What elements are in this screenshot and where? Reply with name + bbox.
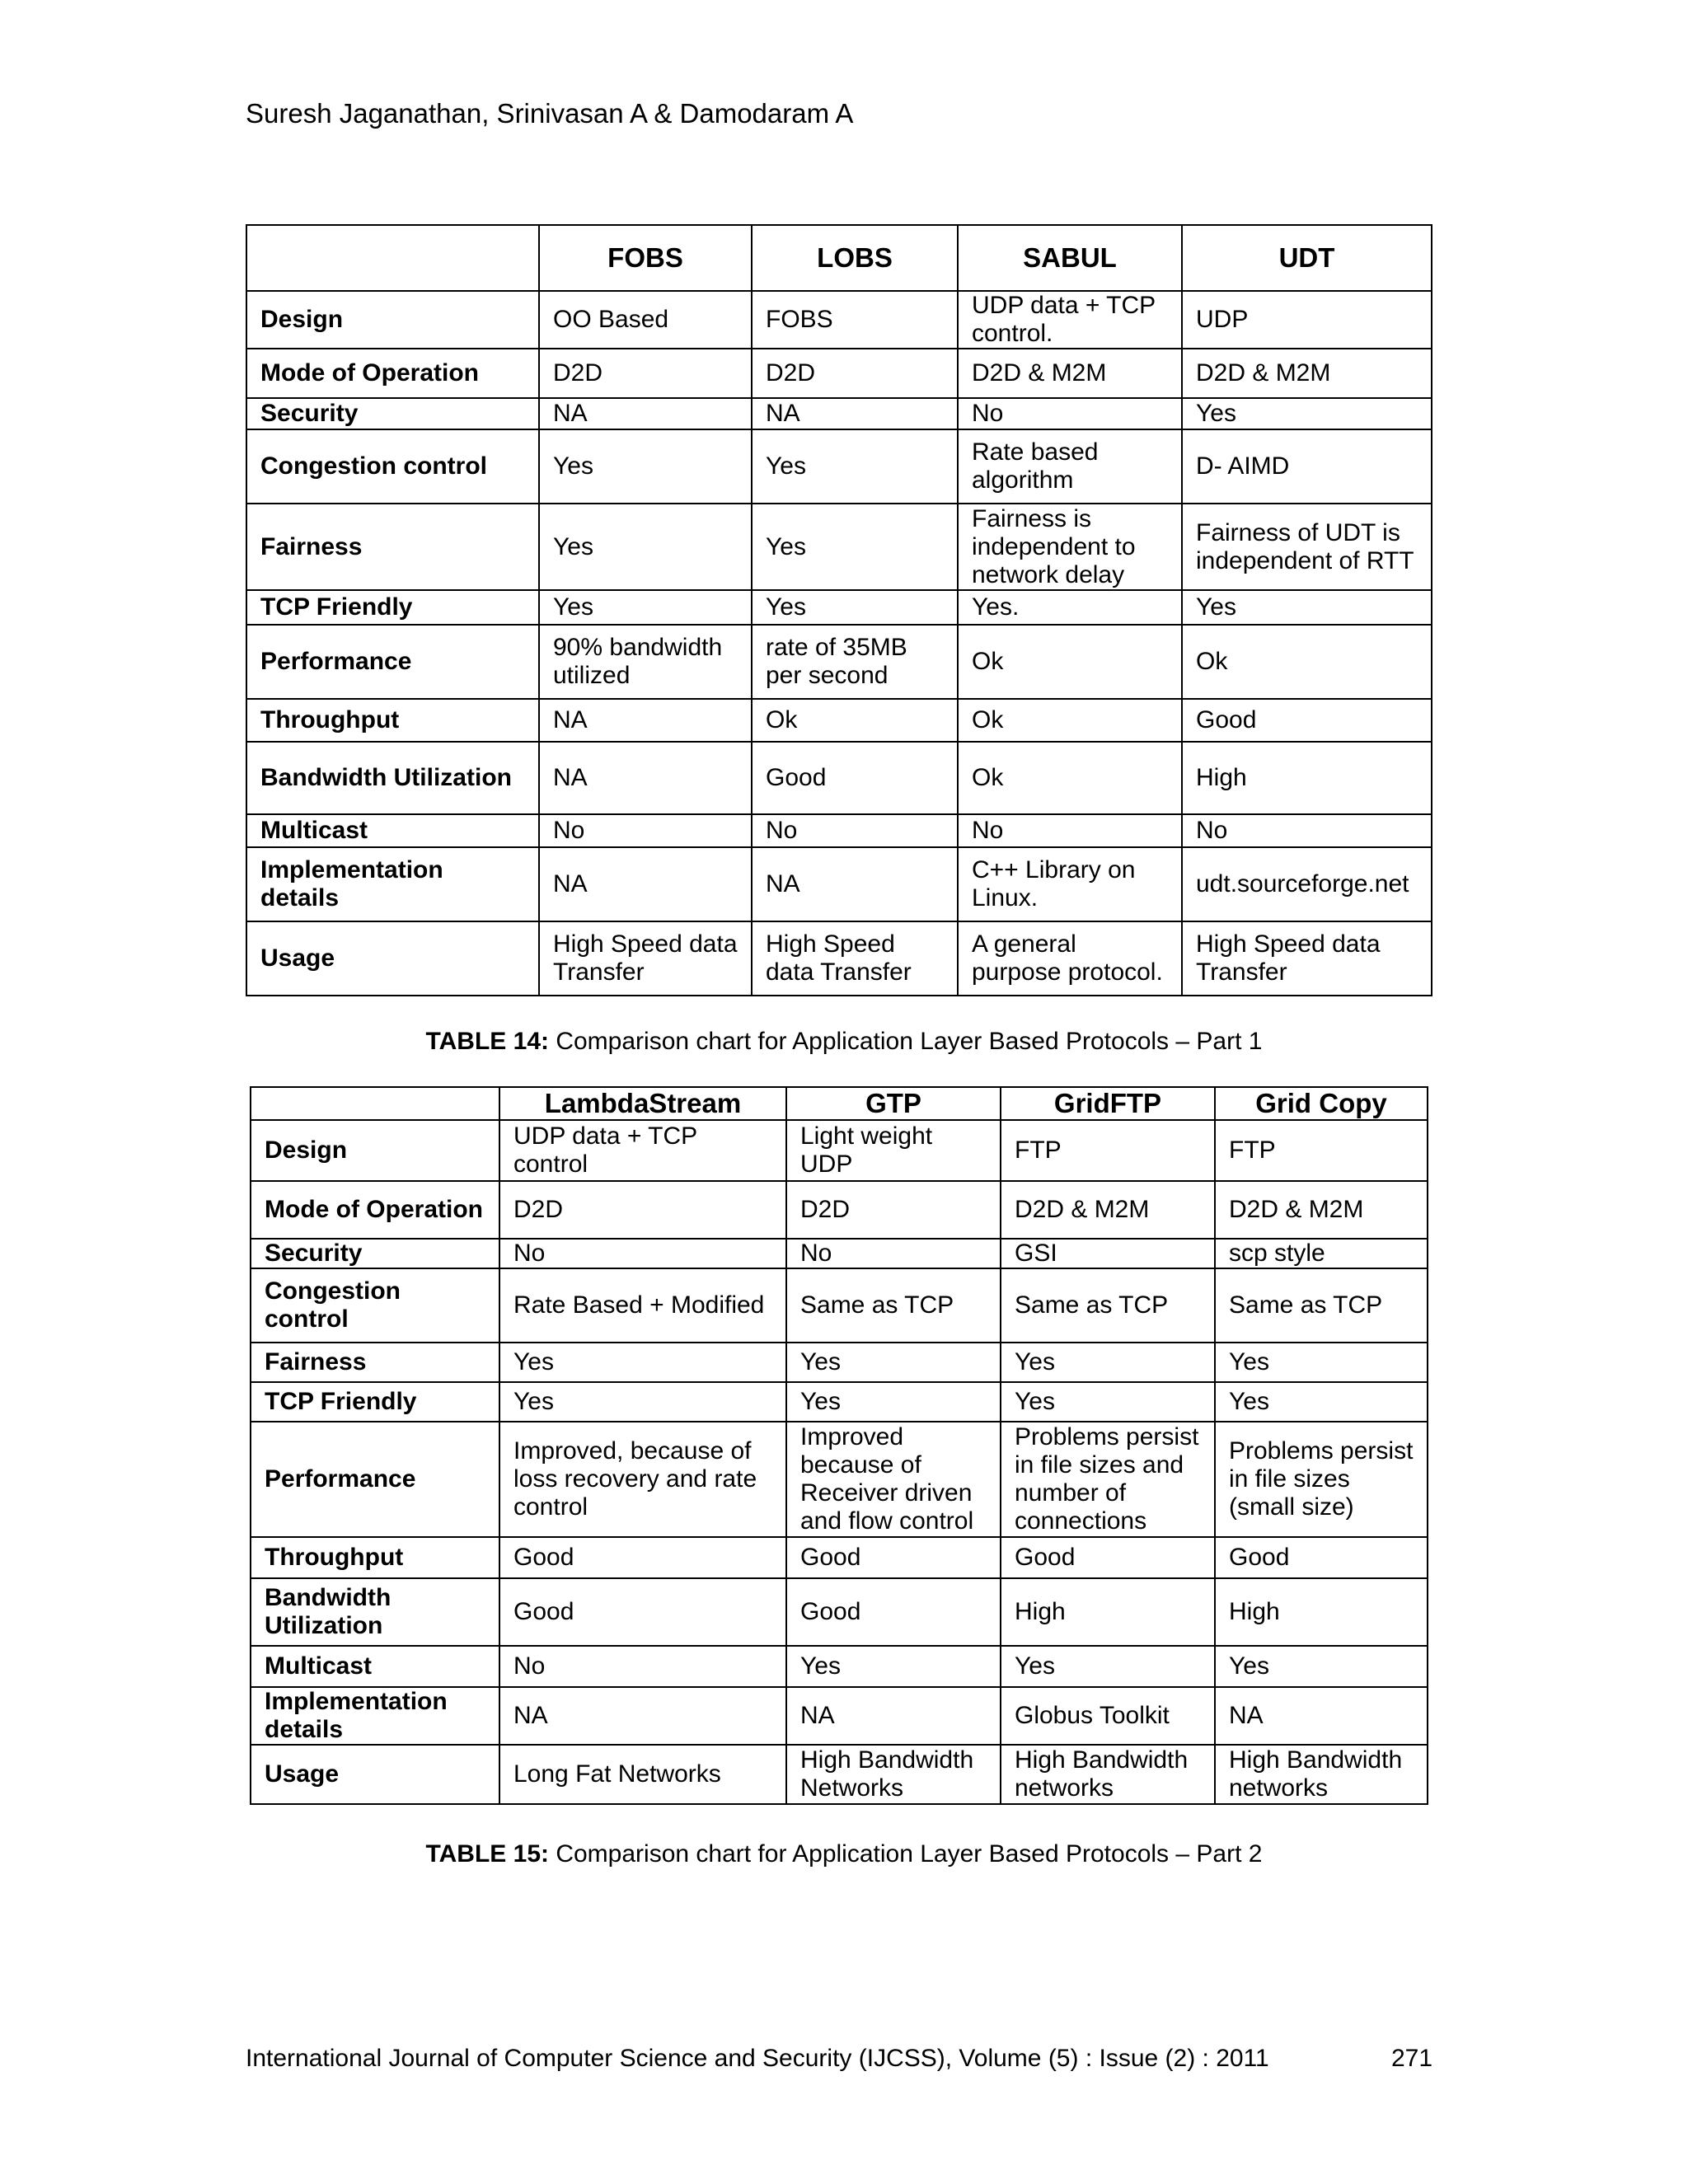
table-cell: Yes (1182, 398, 1432, 429)
table-cell: No (752, 814, 958, 847)
table-cell: Yes (1001, 1343, 1215, 1382)
table-row (246, 291, 1432, 349)
column-header: LambdaStream (499, 1087, 786, 1120)
table-cell: Light weight UDP (786, 1120, 1001, 1181)
table-cell: GSI (1001, 1239, 1215, 1268)
table-row (251, 1239, 1428, 1268)
table-cell: Yes (499, 1382, 786, 1422)
table-row (246, 398, 1432, 429)
table-cell: Same as TCP (1001, 1268, 1215, 1343)
row-label: Usage (246, 921, 539, 996)
table-cell: rate of 35MB per second (752, 625, 958, 699)
table-cell: Good (786, 1578, 1001, 1646)
table-cell: D2D (539, 349, 752, 398)
table-cell: Problems persist in file sizes (small size) (1215, 1422, 1428, 1537)
table-cell: Yes. (958, 590, 1182, 625)
table-cell: No (499, 1646, 786, 1687)
table-cell: NA (752, 398, 958, 429)
caption-label: TABLE 14: (425, 1028, 549, 1055)
table-cell: Good (1215, 1537, 1428, 1578)
table-row (251, 1343, 1428, 1382)
row-label: Implementation details (251, 1687, 499, 1745)
table-cell: Yes (752, 590, 958, 625)
table-cell: No (786, 1239, 1001, 1268)
table-cell: No (539, 814, 752, 847)
table-cell: Rate Based + Modified (499, 1268, 786, 1343)
table-cell: Yes (752, 429, 958, 504)
table-row (246, 742, 1432, 814)
table-row (246, 349, 1432, 398)
table-cell: High Speed data Transfer (1182, 921, 1432, 996)
table-header-row (251, 1087, 1428, 1120)
row-label: Throughput (246, 699, 539, 742)
column-header: GTP (786, 1087, 1001, 1120)
table-cell: D2D & M2M (1001, 1181, 1215, 1239)
table-cell: Ok (1182, 625, 1432, 699)
table-cell: NA (752, 847, 958, 921)
row-label: Performance (246, 625, 539, 699)
table-row (246, 814, 1432, 847)
table-cell: Improved because of Receiver driven and flow control (786, 1422, 1001, 1537)
table-cell: Fairness is independent to network delay (958, 504, 1182, 590)
row-label: Security (246, 398, 539, 429)
table-cell: Yes (786, 1343, 1001, 1382)
table-cell: D2D (786, 1181, 1001, 1239)
caption-text: Comparison chart for Application Layer Based Protocols – Part 1 (549, 1028, 1263, 1055)
table-cell: udt.sourceforge.net (1182, 847, 1432, 921)
row-label: TCP Friendly (246, 590, 539, 625)
row-label: Design (251, 1120, 499, 1181)
column-header: FOBS (539, 225, 752, 291)
table-cell: Improved, because of loss recovery and rate control (499, 1422, 786, 1537)
table-row (251, 1537, 1428, 1578)
table-row (246, 699, 1432, 742)
table-cell: Yes (752, 504, 958, 590)
row-label: Usage (251, 1745, 499, 1804)
table-cell: Problems persist in file sizes and number of connections (1001, 1422, 1215, 1537)
table-cell: UDP data + TCP control (499, 1120, 786, 1181)
journal-footer: International Journal of Computer Science and Security (IJCSS), Volume (5) : Issue (2) : 2011 (246, 2045, 1269, 2072)
table-cell: NA (1215, 1687, 1428, 1745)
table-cell: D2D & M2M (1215, 1181, 1428, 1239)
table-cell: A general purpose protocol. (958, 921, 1182, 996)
table-row (251, 1382, 1428, 1422)
table-row (246, 847, 1432, 921)
running-header: Suresh Jaganathan, Srinivasan A & Damodaram A (246, 98, 854, 129)
caption-text: Comparison chart for Application Layer Based Protocols – Part 2 (549, 1840, 1263, 1868)
row-label: Bandwidth Utilization (251, 1578, 499, 1646)
table-cell: High Bandwidth networks (1001, 1745, 1215, 1804)
table-cell: D2D & M2M (1182, 349, 1432, 398)
row-label: Mode of Operation (246, 349, 539, 398)
table-cell: Ok (752, 699, 958, 742)
table-cell: Good (752, 742, 958, 814)
row-label: Multicast (246, 814, 539, 847)
table-row (251, 1181, 1428, 1239)
table-cell: C++ Library on Linux. (958, 847, 1182, 921)
table-row (251, 1745, 1428, 1804)
table-cell: FTP (1001, 1120, 1215, 1181)
table-cell: High (1001, 1578, 1215, 1646)
column-header: SABUL (958, 225, 1182, 291)
column-header: LOBS (752, 225, 958, 291)
row-label: Performance (251, 1422, 499, 1537)
table-cell: Ok (958, 625, 1182, 699)
table-row (251, 1120, 1428, 1181)
table-cell: Yes (1215, 1382, 1428, 1422)
table-cell: High Speed data Transfer (752, 921, 958, 996)
table-cell: High (1182, 742, 1432, 814)
table-cell: Good (499, 1578, 786, 1646)
table-cell: High (1215, 1578, 1428, 1646)
table-cell: No (499, 1239, 786, 1268)
table-cell: Globus Toolkit (1001, 1687, 1215, 1745)
table-cell: Yes (539, 504, 752, 590)
row-label: Fairness (251, 1343, 499, 1382)
table-15-caption (0, 1840, 1688, 1869)
table-cell: NA (539, 742, 752, 814)
table-cell: NA (539, 398, 752, 429)
table-cell: Ok (958, 699, 1182, 742)
table-row (251, 1687, 1428, 1745)
row-label: Security (251, 1239, 499, 1268)
row-label: Design (246, 291, 539, 349)
page-number: 271 (1391, 2045, 1433, 2072)
table-cell: Yes (539, 429, 752, 504)
table-cell: Yes (1182, 590, 1432, 625)
table-cell: UDP data + TCP control. (958, 291, 1182, 349)
table-14-caption (0, 1027, 1688, 1057)
table-cell: Good (1001, 1537, 1215, 1578)
table-cell: 90% bandwidth utilized (539, 625, 752, 699)
row-label: Congestion control (246, 429, 539, 504)
table-cell: Good (499, 1537, 786, 1578)
table-cell: NA (539, 847, 752, 921)
table-cell: D2D (499, 1181, 786, 1239)
row-label: TCP Friendly (251, 1382, 499, 1422)
caption-label: TABLE 15: (425, 1840, 549, 1868)
table-cell: OO Based (539, 291, 752, 349)
table-row (251, 1422, 1428, 1537)
table-cell: Long Fat Networks (499, 1745, 786, 1804)
row-label: Congestion control (251, 1268, 499, 1343)
row-label: Fairness (246, 504, 539, 590)
table-cell: UDP (1182, 291, 1432, 349)
column-header: Grid Copy (1215, 1087, 1428, 1120)
table-cell: Same as TCP (1215, 1268, 1428, 1343)
table-14 (246, 224, 1432, 996)
table-cell: D2D & M2M (958, 349, 1182, 398)
table-cell: Yes (1215, 1343, 1428, 1382)
table-15 (250, 1086, 1428, 1805)
table-row (246, 590, 1432, 625)
table-row (246, 921, 1432, 996)
table-cell: Yes (1215, 1646, 1428, 1687)
table-cell: Same as TCP (786, 1268, 1001, 1343)
table-cell: Yes (499, 1343, 786, 1382)
column-header: UDT (1182, 225, 1432, 291)
table-cell: FOBS (752, 291, 958, 349)
column-header (251, 1087, 499, 1120)
column-header: GridFTP (1001, 1087, 1215, 1120)
table-cell: D- AIMD (1182, 429, 1432, 504)
table-cell: Good (1182, 699, 1432, 742)
table-cell: No (958, 398, 1182, 429)
table-cell: Ok (958, 742, 1182, 814)
table-cell: Yes (786, 1382, 1001, 1422)
table-cell: NA (786, 1687, 1001, 1745)
table-row (251, 1646, 1428, 1687)
table-cell: High Bandwidth Networks (786, 1745, 1001, 1804)
table-cell: Rate based algorithm (958, 429, 1182, 504)
table-cell: Fairness of UDT is independent of RTT (1182, 504, 1432, 590)
table-cell: Yes (786, 1646, 1001, 1687)
table-cell: NA (539, 699, 752, 742)
table-cell: NA (499, 1687, 786, 1745)
table-cell: Yes (1001, 1382, 1215, 1422)
row-label: Multicast (251, 1646, 499, 1687)
row-label: Mode of Operation (251, 1181, 499, 1239)
row-label: Bandwidth Utilization (246, 742, 539, 814)
table-row (251, 1268, 1428, 1343)
table-cell: No (1182, 814, 1432, 847)
table-row (251, 1578, 1428, 1646)
table-row (246, 504, 1432, 590)
table-cell: Yes (539, 590, 752, 625)
table-header-row (246, 225, 1432, 291)
table-row (246, 625, 1432, 699)
column-header (246, 225, 539, 291)
table-cell: D2D (752, 349, 958, 398)
table-cell: High Speed data Transfer (539, 921, 752, 996)
row-label: Throughput (251, 1537, 499, 1578)
table-cell: Good (786, 1537, 1001, 1578)
table-cell: No (958, 814, 1182, 847)
table-cell: Yes (1001, 1646, 1215, 1687)
row-label: Implementation details (246, 847, 539, 921)
table-cell: High Bandwidth networks (1215, 1745, 1428, 1804)
table-cell: scp style (1215, 1239, 1428, 1268)
table-row (246, 429, 1432, 504)
table-cell: FTP (1215, 1120, 1428, 1181)
